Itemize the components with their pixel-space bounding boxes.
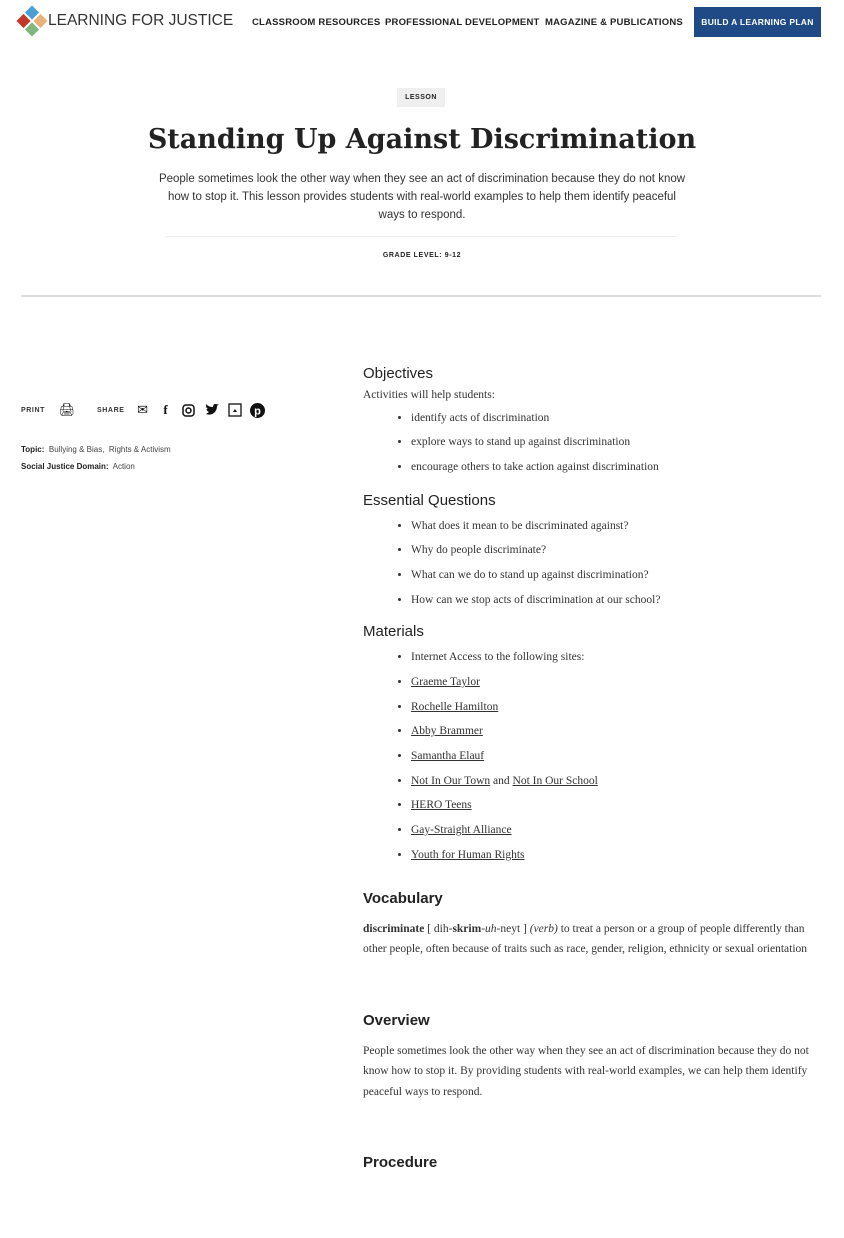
section-divider (21, 295, 821, 297)
list-item (411, 670, 823, 695)
list-item: • What can we do to stand up against discrimination? (411, 563, 823, 588)
sidebar (21, 400, 273, 471)
list-item (411, 818, 823, 843)
list-item: • Why do people discriminate? (411, 538, 823, 563)
list-item: • identify acts of discrimination (411, 406, 823, 431)
material-link[interactable]: HERO Teens (411, 799, 472, 812)
and-text: and (493, 774, 510, 787)
list-item (411, 769, 823, 794)
list-item (411, 719, 823, 744)
domain-row (21, 462, 273, 471)
material-link[interactable]: Samantha Elauf (411, 750, 485, 763)
pronunciation-stress: skrim (452, 922, 482, 935)
material-link[interactable]: Not In Our School (512, 774, 598, 787)
site-header (0, 0, 844, 45)
material-link[interactable]: Rochelle Hamilton (411, 700, 499, 713)
pronunciation: - (481, 922, 486, 935)
lesson-description: People sometimes look the other way when they see an act of discrimination because they do not know how to stop it. This lesson provides students with real-world examples to help them identify peaceful ways to respond. (158, 173, 686, 221)
logo[interactable] (21, 10, 233, 32)
essential-questions-heading: Essential Questions (363, 491, 496, 509)
material-link[interactable]: Youth for Human Rights (411, 848, 525, 861)
pronunciation: -neyt ] (496, 922, 527, 935)
twitter-icon[interactable] (204, 402, 220, 418)
domain-label: Social Justice Domain: (21, 462, 109, 471)
divider (166, 236, 677, 237)
facebook-icon[interactable]: f (163, 402, 168, 417)
topic-link[interactable]: Bullying & Bias, (48, 445, 105, 454)
materials-heading: Materials (363, 623, 424, 641)
instagram-icon[interactable] (181, 402, 197, 418)
print-label: PRINT (21, 406, 45, 414)
list-item (411, 843, 823, 868)
list-item: • What does it mean to be discriminated against? (411, 514, 823, 539)
procedure-heading: Procedure (363, 1154, 438, 1171)
grade-label: GRADE LEVEL: (382, 252, 443, 259)
objectives-intro: Activities will help students: (363, 389, 495, 401)
list-item: • explore ways to stand up against discrimination (411, 430, 823, 455)
print-icon[interactable]: 🖨 (58, 402, 76, 417)
list-item: • encourage others to take action against discrimination (411, 455, 823, 480)
nav-classroom-resources[interactable]: CLASSROOM RESOURCES (252, 17, 381, 28)
logo-text: LEARNING FOR JUSTICE (48, 12, 234, 29)
overview-text: People sometimes look the other way when they see an act of discrimination because they do not know how to stop it. By providing students with real-world examples, we can help them identify peaceful ways to respond. (363, 1044, 809, 1098)
pronunciation: uh (485, 922, 497, 935)
list-item (411, 695, 823, 720)
nav-professional-development[interactable]: PROFESSIONAL DEVELOPMENT (385, 17, 540, 28)
share-label: SHARE (97, 406, 125, 414)
lesson-badge: LESSON (397, 88, 445, 107)
overview-heading: Overview (363, 1011, 430, 1029)
topic-row (21, 445, 273, 454)
vocabulary-entry (363, 919, 823, 960)
topic-label: Topic: (21, 445, 45, 454)
vocab-word: discriminate (363, 922, 425, 935)
topic-link[interactable]: Rights & Activism (108, 445, 171, 454)
part-of-speech: (verb) (529, 922, 558, 935)
list-item (411, 744, 823, 769)
nav-magazine-publications[interactable]: MAGAZINE & PUBLICATIONS (545, 17, 683, 28)
material-link[interactable]: Abby Brammer (411, 725, 483, 738)
pronunciation: [ dih- (427, 922, 453, 935)
google-classroom-icon[interactable] (227, 402, 243, 418)
domain-link[interactable]: Action (112, 462, 135, 471)
vocabulary-heading: Vocabulary (363, 889, 443, 907)
list-item (411, 793, 823, 818)
grade-value: 9-12 (444, 252, 462, 259)
list-item: • Internet Access to the following sites: (411, 645, 823, 670)
page-title: Standing Up Against Discrimination (147, 124, 697, 155)
build-learning-plan-button[interactable]: BUILD A LEARNING PLAN (694, 7, 821, 37)
logo-mark-icon (16, 5, 47, 36)
pinterest-icon[interactable] (250, 402, 266, 418)
lesson-content (363, 365, 823, 1171)
material-link[interactable]: Not In Our Town (411, 774, 491, 787)
vocab-definition: to treat a person or a group of people differently than other people, often because of traits such as race, gender, religion, ethnicity or sexual orientation (363, 922, 808, 955)
svg-text:p: p (254, 405, 261, 417)
email-icon[interactable]: ✉ (137, 402, 148, 417)
grade-level (0, 252, 844, 259)
list-item: • How can we stop acts of discrimination at our school? (411, 588, 823, 613)
objectives-heading: Objectives (363, 365, 434, 382)
material-link[interactable]: Graeme Taylor (411, 676, 480, 688)
material-link[interactable]: Gay-Straight Alliance (411, 824, 512, 837)
